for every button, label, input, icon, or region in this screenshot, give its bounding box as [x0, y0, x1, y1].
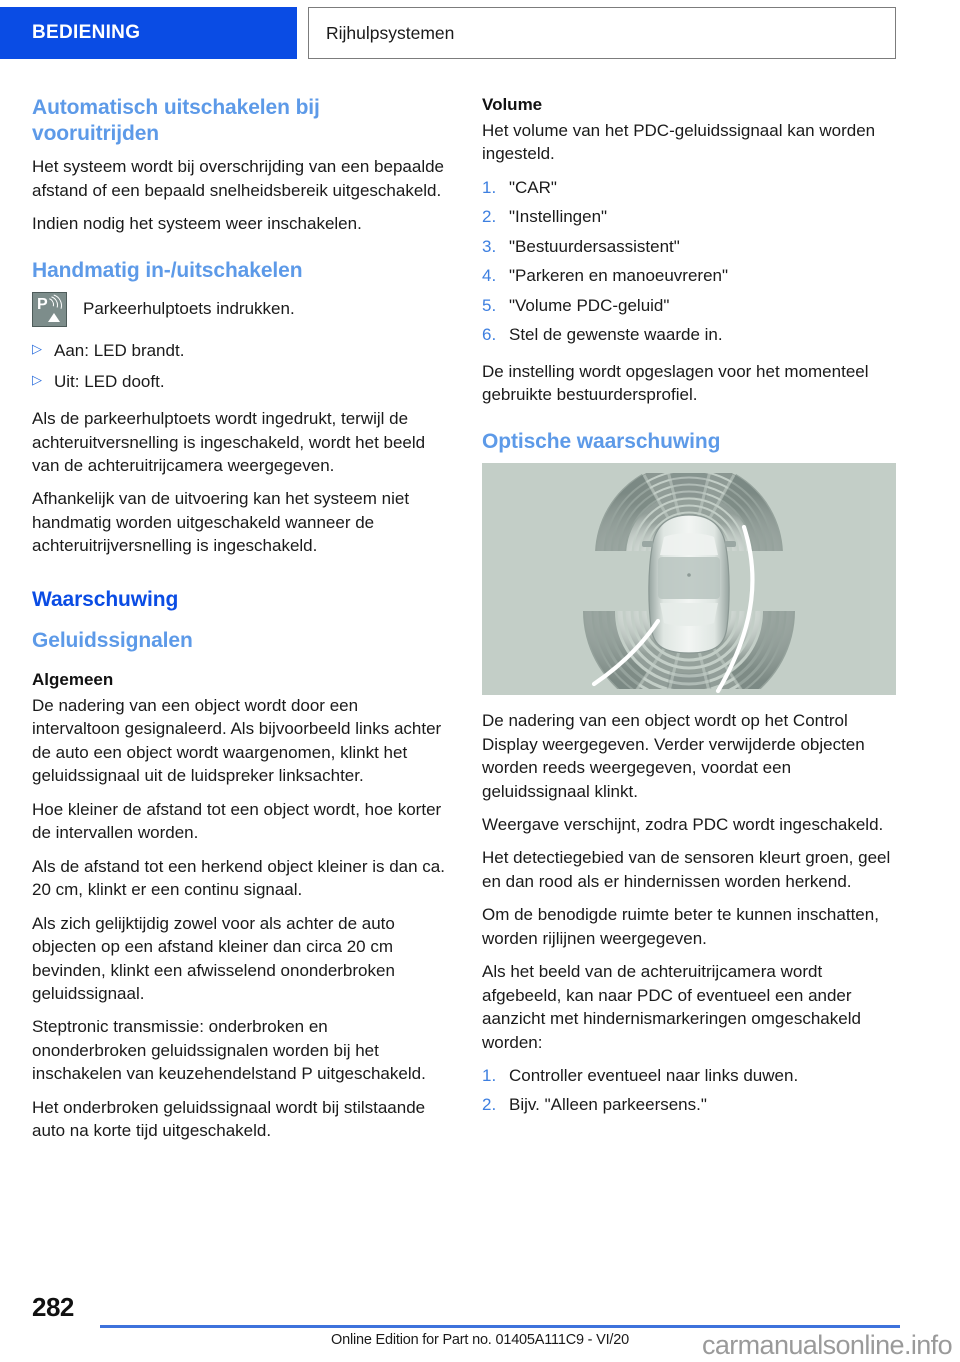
list-item-number: 1. [482, 177, 497, 197]
paragraph-detectiegebied-kleuren: Het detectiegebied van de sensoren kleurt groen, geel en dan rood als er hindernissen worden herkend. [482, 848, 891, 891]
list-item-number: 4. [482, 266, 497, 286]
paragraph-rijlijnen: Om de benodigde ruimte beter te kunnen inschatten, worden rijlijnen weergegeven. [482, 905, 879, 948]
paragraph-achteruitrijcamera: Als de parkeerhulptoets wordt ingedrukt, terwijl de achteruitversnelling is ingeschakeld, wordt het beeld van de achteruitrijcamera weergegeven. [32, 409, 426, 475]
heading-optische-waarschuwing: Optische waarschuwing [482, 429, 721, 453]
list-item-number: 3. [482, 236, 497, 256]
subheading-volume: Volume [482, 95, 543, 114]
pdc-top-down-sensor-illustration [482, 463, 896, 695]
pdc-park-assist-button-icon [32, 292, 67, 327]
right-column [482, 95, 896, 1123]
list-item [482, 323, 896, 346]
spacer [482, 417, 896, 429]
spacer [32, 400, 446, 407]
heading-automatisch-uitschakelen: Automatisch uitschakelen bij vooruitrijden [32, 96, 320, 145]
list-item-number: 6. [482, 325, 497, 345]
pdc-illustration-svg [482, 463, 896, 695]
car-top-view [642, 515, 736, 653]
paragraph-systeem-uitschakeling: Het systeem wordt bij overschrijding van een bepaalde afstand of een bepaald snelheidsbereik uitgeschakeld. [32, 157, 445, 200]
paragraph-afwisselend-signaal: Als zich gelijktijdig zowel voor als achter de auto objecten op een afstand kleiner dan circa 20 cm bevinden, klinkt een afwisselend ononderbroken geluidssignaal. [32, 913, 395, 1004]
heading-handmatig-in-uitschakelen: Handmatig in-/uitschakelen [32, 258, 303, 282]
list-item-label: Aan: LED brandt. [54, 341, 185, 361]
list-item [482, 1093, 896, 1116]
paragraph-uitvoering-afhankelijk: Afhankelijk van de uitvoering kan het systeem niet handmatig worden uitgeschakeld wanneer de achteruitrijversnelling is ingeschakeld. [32, 489, 410, 556]
volume-steps-list [482, 176, 896, 347]
pdc-icon-triangle [48, 313, 60, 322]
site-watermark: carmanualsonline.info [701, 1330, 952, 1360]
list-item-label: "Instellingen" [509, 207, 608, 227]
subheading-algemeen: Algemeen [32, 670, 114, 690]
page-number: 282 [32, 1292, 74, 1322]
list-item-number: 5. [482, 295, 497, 315]
list-item-number: 1. [482, 1066, 497, 1086]
paragraph-interval-korter: Hoe kleiner de afstand tot een object wordt, hoe korter de intervallen worden. [32, 799, 442, 843]
page-footer [0, 1280, 960, 1362]
footer-divider [100, 1325, 900, 1328]
list-item [482, 264, 896, 287]
list-item-label: "Parkeren en manoeuvreren" [509, 266, 729, 286]
left-column [32, 95, 446, 1143]
paragraph-camera-omschakelen: Als het beeld van de achteruitrijcamera wordt afgebeeld, kan naar PDC of eventueel een ander aanzicht met hindernismarkeringen omgeschakeld worden: [482, 962, 861, 1052]
heading-geluidssignalen: Geluidssignalen [32, 629, 193, 653]
led-state-bullet-list [32, 339, 446, 393]
header-chapter-tab [0, 7, 297, 59]
list-item [482, 176, 896, 199]
list-item-number: 2. [482, 1095, 497, 1115]
spacer [32, 568, 446, 587]
spacer [32, 246, 446, 258]
list-item-label: Uit: LED dooft. [54, 371, 165, 391]
list-item [32, 339, 446, 362]
list-item [482, 294, 896, 317]
list-item-number: 2. [482, 207, 497, 227]
spacer [482, 353, 896, 360]
list-item-label: Controller eventueel naar links duwen. [509, 1066, 799, 1086]
header-section-tab [308, 7, 896, 59]
triangle-bullet-icon: ▷ [32, 341, 42, 357]
paragraph-bestuurdersprofiel: De instelling wordt opgeslagen voor het momenteel gebruikte bestuurdersprofiel. [482, 361, 869, 405]
paragraph-steptronic: Steptronic transmissie: onderbroken en ononderbroken geluidssignalen worden bij het inschakelen van keuzehendelstand P uitgeschakeld. [32, 1017, 426, 1084]
spacer [32, 663, 446, 670]
spacer [32, 621, 446, 628]
list-item [482, 205, 896, 228]
list-item [482, 1064, 896, 1087]
list-item [482, 235, 896, 258]
header-section-label: Rijhulpsystemen [326, 22, 455, 43]
paragraph-control-display: De nadering van een object wordt op het Control Display weergegeven. Verder verwijderde objecten worden reeds weergegeven, voordat een geluidssignaal klinkt. [482, 711, 865, 801]
footer-edition-note: Online Edition for Part no. 01405A111C9 - VI/20 [331, 1332, 629, 1348]
heading-waarschuwing: Waarschuwing [32, 587, 179, 611]
list-item-label: Bijv. "Alleen parkeersens." [509, 1095, 707, 1115]
page-header [0, 7, 960, 59]
pdc-icon-p-letter: P [37, 296, 48, 314]
list-item-label: "Volume PDC-geluid" [509, 295, 670, 315]
paragraph-intervaltoon: De nadering van een object wordt door een intervaltoon gesignaleerd. Als bijvoorbeeld links achter de auto een object wordt waargenomen, klinkt het geluidssignaal uit de luidspreker linksachter. [32, 696, 442, 786]
list-item-label: Stel de gewenste waarde in. [509, 325, 723, 345]
header-chapter-label: BEDIENING [32, 22, 141, 43]
pdc-button-instruction-text: Parkeerhulptoets indrukken. [83, 299, 295, 319]
triangle-bullet-icon: ▷ [32, 371, 42, 387]
list-item-label: "CAR" [509, 177, 557, 197]
camera-switch-steps-list [482, 1064, 896, 1117]
paragraph-opnieuw-inschakelen: Indien nodig het systeem weer inschakelen. [32, 214, 362, 234]
list-item [32, 370, 446, 393]
paragraph-continu-signaal: Als de afstand tot een herkend object kleiner is dan ca. 20 cm, klinkt er een continu signaal. [32, 856, 445, 900]
list-item-label: "Bestuurdersassistent" [509, 236, 680, 256]
pdc-button-instruction-row [32, 292, 446, 327]
paragraph-weergave-verschijnt: Weergave verschijnt, zodra PDC wordt ingeschakeld. [482, 814, 884, 834]
paragraph-stilstaande-auto: Het onderbroken geluidssignaal wordt bij stilstaande auto na korte tijd uitgeschakeld. [32, 1097, 426, 1141]
paragraph-volume-instelbaar: Het volume van het PDC-geluidssignaal kan worden ingesteld. [482, 121, 876, 164]
